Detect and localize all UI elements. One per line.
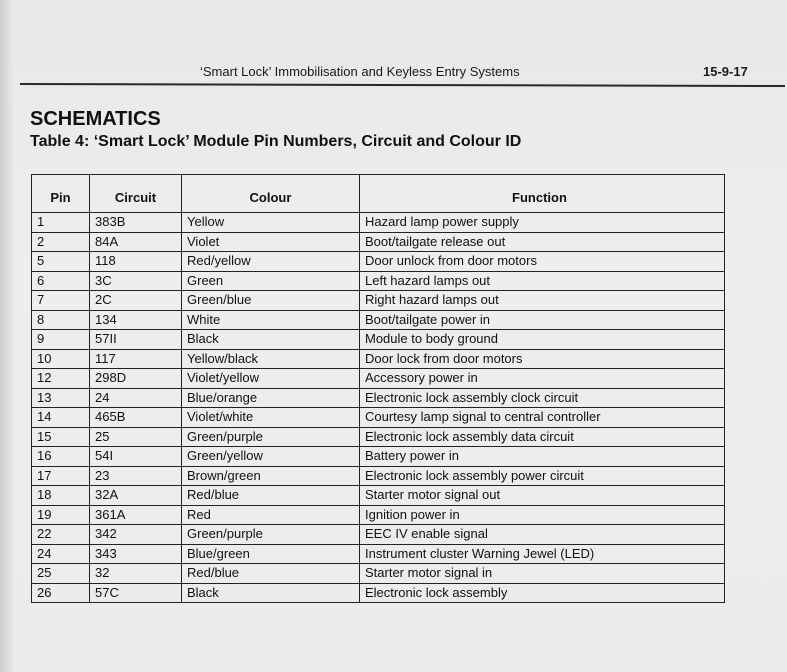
table-row <box>32 232 725 252</box>
cell-pin: 5 <box>32 252 90 272</box>
table-row <box>32 408 725 428</box>
cell-circuit: 118 <box>90 252 182 272</box>
table-row <box>32 525 725 545</box>
cell-pin: 19 <box>32 505 90 525</box>
cell-circuit: 57II <box>90 330 182 350</box>
cell-circuit: 465B <box>90 408 182 428</box>
header-rule <box>20 83 785 87</box>
cell-pin: 24 <box>32 544 90 564</box>
column-header-function: Function <box>360 175 725 213</box>
cell-circuit: 84A <box>90 232 182 252</box>
cell-pin: 15 <box>32 427 90 447</box>
table-row <box>32 330 725 350</box>
cell-circuit: 57C <box>90 583 182 603</box>
table-row <box>32 291 725 311</box>
cell-pin: 13 <box>32 388 90 408</box>
cell-pin: 12 <box>32 369 90 389</box>
cell-pin: 2 <box>32 232 90 252</box>
cell-circuit: 117 <box>90 349 182 369</box>
table-body <box>32 213 725 603</box>
table-row <box>32 447 725 467</box>
cell-pin: 8 <box>32 310 90 330</box>
cell-colour: Violet <box>182 232 360 252</box>
table-row <box>32 252 725 272</box>
cell-function: Hazard lamp power supply <box>360 213 725 233</box>
column-header-pin: Pin <box>32 175 90 213</box>
cell-function: Boot/tailgate release out <box>360 232 725 252</box>
cell-colour: White <box>182 310 360 330</box>
column-header-colour: Colour <box>182 175 360 213</box>
cell-pin: 17 <box>32 466 90 486</box>
cell-function: EEC IV enable signal <box>360 525 725 545</box>
cell-circuit: 298D <box>90 369 182 389</box>
cell-circuit: 25 <box>90 427 182 447</box>
cell-circuit: 23 <box>90 466 182 486</box>
table-row <box>32 349 725 369</box>
cell-circuit: 32A <box>90 486 182 506</box>
table-row <box>32 583 725 603</box>
cell-pin: 1 <box>32 213 90 233</box>
cell-colour: Green/purple <box>182 427 360 447</box>
cell-function: Right hazard lamps out <box>360 291 725 311</box>
cell-pin: 9 <box>32 330 90 350</box>
table-header-row <box>32 175 725 213</box>
cell-colour: Violet/white <box>182 408 360 428</box>
table-row <box>32 544 725 564</box>
cell-circuit: 134 <box>90 310 182 330</box>
cell-function: Courtesy lamp signal to central controller <box>360 408 725 428</box>
cell-colour: Green/purple <box>182 525 360 545</box>
cell-function: Door lock from door motors <box>360 349 725 369</box>
table-row <box>32 466 725 486</box>
page-number: 15-9-17 <box>703 64 748 79</box>
cell-colour: Black <box>182 583 360 603</box>
table-row <box>32 486 725 506</box>
table-row <box>32 505 725 525</box>
cell-pin: 7 <box>32 291 90 311</box>
cell-circuit: 383B <box>90 213 182 233</box>
cell-pin: 14 <box>32 408 90 428</box>
cell-colour: Black <box>182 330 360 350</box>
pin-table <box>31 174 725 603</box>
cell-function: Door unlock from door motors <box>360 252 725 272</box>
cell-colour: Red/yellow <box>182 252 360 272</box>
cell-circuit: 342 <box>90 525 182 545</box>
cell-function: Electronic lock assembly clock circuit <box>360 388 725 408</box>
cell-function: Module to body ground <box>360 330 725 350</box>
cell-function: Electronic lock assembly power circuit <box>360 466 725 486</box>
cell-function: Ignition power in <box>360 505 725 525</box>
section-title: SCHEMATICS <box>30 108 161 130</box>
table-row <box>32 388 725 408</box>
cell-circuit: 24 <box>90 388 182 408</box>
cell-colour: Brown/green <box>182 466 360 486</box>
cell-colour: Green/yellow <box>182 447 360 467</box>
cell-colour: Red/blue <box>182 564 360 584</box>
cell-pin: 10 <box>32 349 90 369</box>
cell-function: Electronic lock assembly data circuit <box>360 427 725 447</box>
cell-colour: Yellow <box>182 213 360 233</box>
cell-colour: Red/blue <box>182 486 360 506</box>
cell-function: Electronic lock assembly <box>360 583 725 603</box>
running-header: ‘Smart Lock’ Immobilisation and Keyless Entry Systems <box>200 64 520 79</box>
cell-circuit: 3C <box>90 271 182 291</box>
cell-colour: Violet/yellow <box>182 369 360 389</box>
table-title: Table 4: ‘Smart Lock’ Module Pin Numbers, Circuit and Colour ID <box>30 133 522 150</box>
table-row <box>32 213 725 233</box>
table-row <box>32 271 725 291</box>
cell-pin: 26 <box>32 583 90 603</box>
cell-function: Battery power in <box>360 447 725 467</box>
cell-circuit: 54I <box>90 447 182 467</box>
cell-colour: Green/blue <box>182 291 360 311</box>
cell-circuit: 32 <box>90 564 182 584</box>
cell-function: Starter motor signal out <box>360 486 725 506</box>
table-row <box>32 427 725 447</box>
table-row <box>32 369 725 389</box>
table-row <box>32 310 725 330</box>
cell-colour: Blue/green <box>182 544 360 564</box>
page-gutter-shadow <box>0 0 14 672</box>
cell-pin: 22 <box>32 525 90 545</box>
cell-function: Instrument cluster Warning Jewel (LED) <box>360 544 725 564</box>
cell-colour: Red <box>182 505 360 525</box>
cell-colour: Green <box>182 271 360 291</box>
cell-pin: 18 <box>32 486 90 506</box>
cell-colour: Yellow/black <box>182 349 360 369</box>
cell-pin: 25 <box>32 564 90 584</box>
cell-colour: Blue/orange <box>182 388 360 408</box>
cell-function: Left hazard lamps out <box>360 271 725 291</box>
cell-circuit: 2C <box>90 291 182 311</box>
table-row <box>32 564 725 584</box>
cell-function: Accessory power in <box>360 369 725 389</box>
cell-function: Boot/tailgate power in <box>360 310 725 330</box>
cell-function: Starter motor signal in <box>360 564 725 584</box>
cell-pin: 16 <box>32 447 90 467</box>
cell-pin: 6 <box>32 271 90 291</box>
column-header-circuit: Circuit <box>90 175 182 213</box>
cell-circuit: 343 <box>90 544 182 564</box>
cell-circuit: 361A <box>90 505 182 525</box>
